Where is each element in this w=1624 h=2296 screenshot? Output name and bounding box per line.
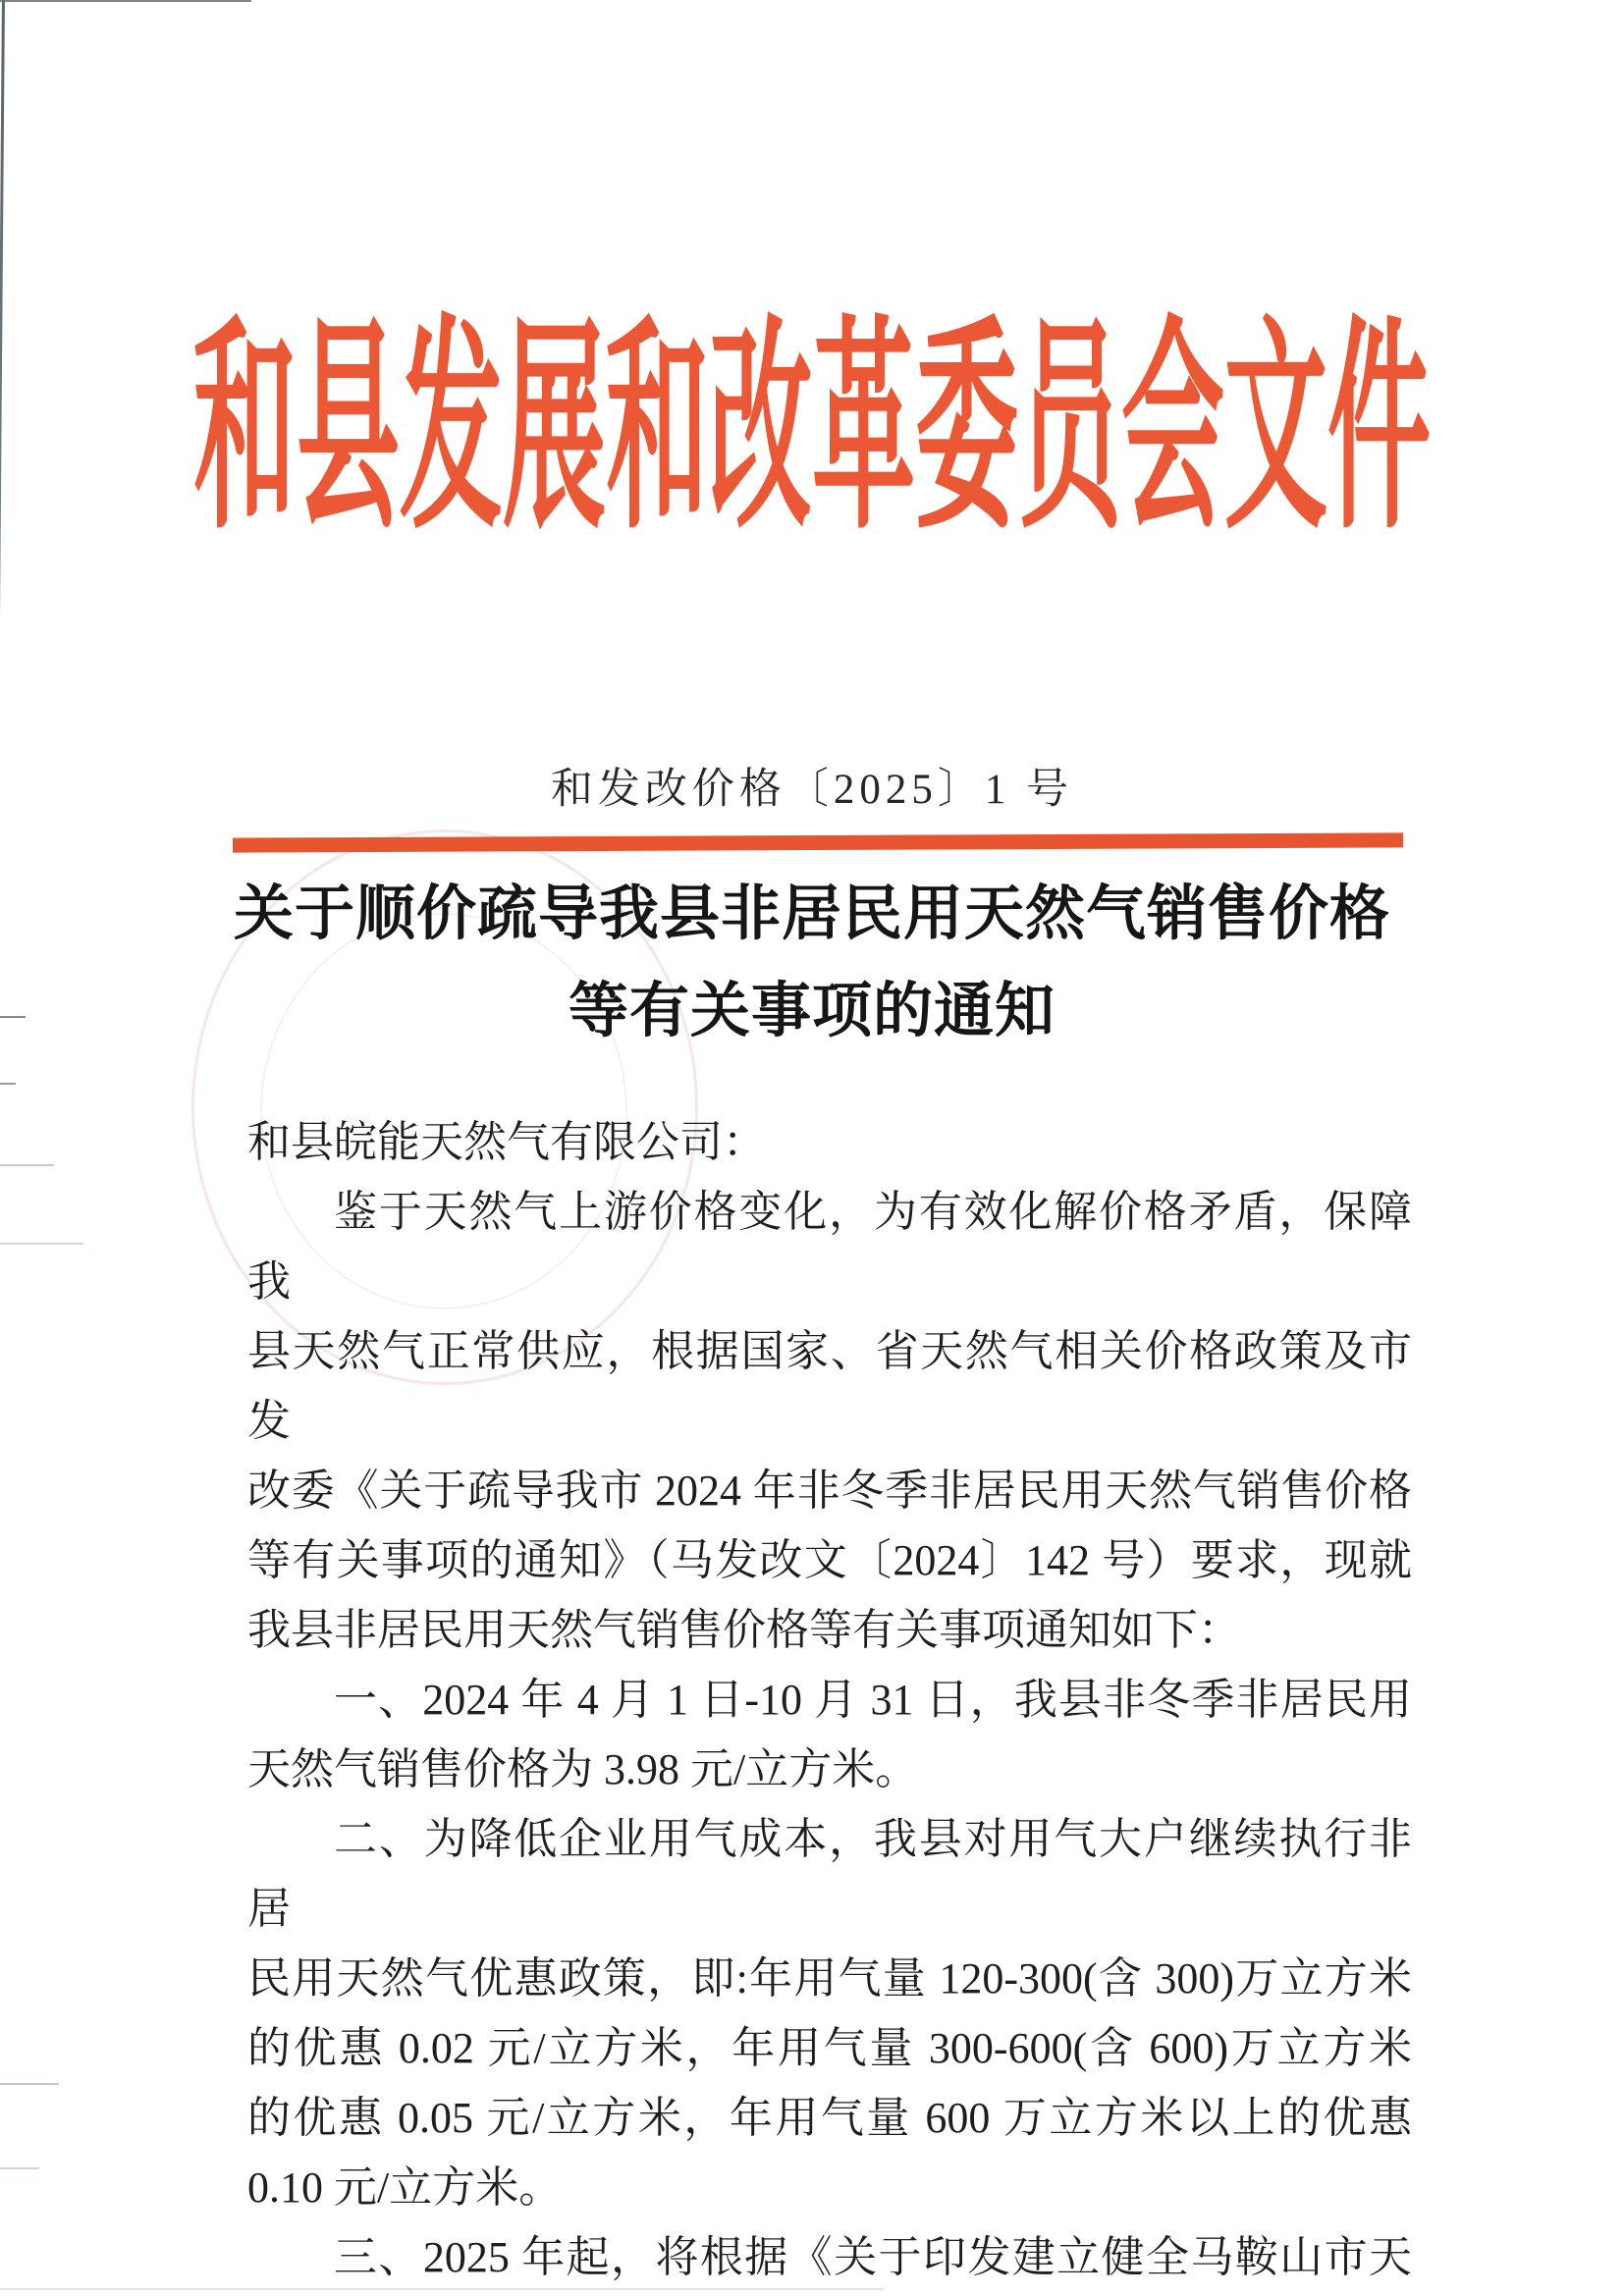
document-body	[247, 1107, 1412, 2292]
scan-tick	[0, 1016, 26, 1018]
scan-edge-line-top	[0, 0, 251, 2]
document-title-line2: 等有关事项的通知	[568, 977, 1056, 1043]
body-line: 我县非居民用天然气销售价格等有关事项通知如下：	[247, 1606, 1241, 1654]
scan-tick	[0, 2083, 59, 2085]
scan-tick	[0, 1164, 54, 1166]
body-line: 一、2024 年 4 月 1 日-10 月 31 日，我县非冬季非居民用	[334, 1676, 1412, 1724]
document-title	[118, 865, 1506, 1059]
body-line: 和县皖能天然气有限公司：	[247, 1118, 766, 1166]
scan-tick	[0, 1083, 16, 1085]
red-divider-rule	[233, 832, 1403, 852]
body-line: 二、为降低企业用气成本，我县对用气大户继续执行非居	[247, 1815, 1412, 1933]
letterhead-title: 和县发展和改革委员会文件	[192, 302, 1431, 557]
body-line: 改委《关于疏导我市 2024 年非冬季非居民用天然气销售价格	[247, 1467, 1412, 1515]
body-line: 0.10 元/立方米。	[247, 2163, 563, 2212]
document-title-line1: 关于顺价疏导我县非居民用天然气销售价格	[233, 880, 1390, 946]
body-line: 鉴于天然气上游价格变化，为有效化解价格矛盾，保障我	[247, 1188, 1412, 1306]
document-number: 和发改价格〔2025〕1 号	[550, 767, 1074, 813]
body-line: 民用天然气优惠政策，即:年用气量 120-300(含 300)万立方米	[247, 1954, 1412, 2002]
scan-tick	[0, 2167, 39, 2169]
body-line: 天然气销售价格为 3.98 元/立方米。	[247, 1745, 919, 1793]
body-line: 县天然气正常供应，根据国家、省天然气相关价格政策及市发	[247, 1327, 1412, 1445]
body-line: 的优惠 0.05 元/立方米，年用气量 600 万立方米以上的优惠	[247, 2094, 1412, 2142]
body-line: 三、2025 年起，将根据《关于印发建立健全马鞍山市天	[334, 2233, 1412, 2281]
body-line: 等有关事项的通知》（马发改文〔2024〕142 号）要求，现就	[247, 1536, 1412, 1584]
scan-tick	[0, 1243, 83, 1245]
body-line: 的优惠 0.02 元/立方米，年用气量 300-600(含 600)万立方米	[247, 2024, 1412, 2072]
